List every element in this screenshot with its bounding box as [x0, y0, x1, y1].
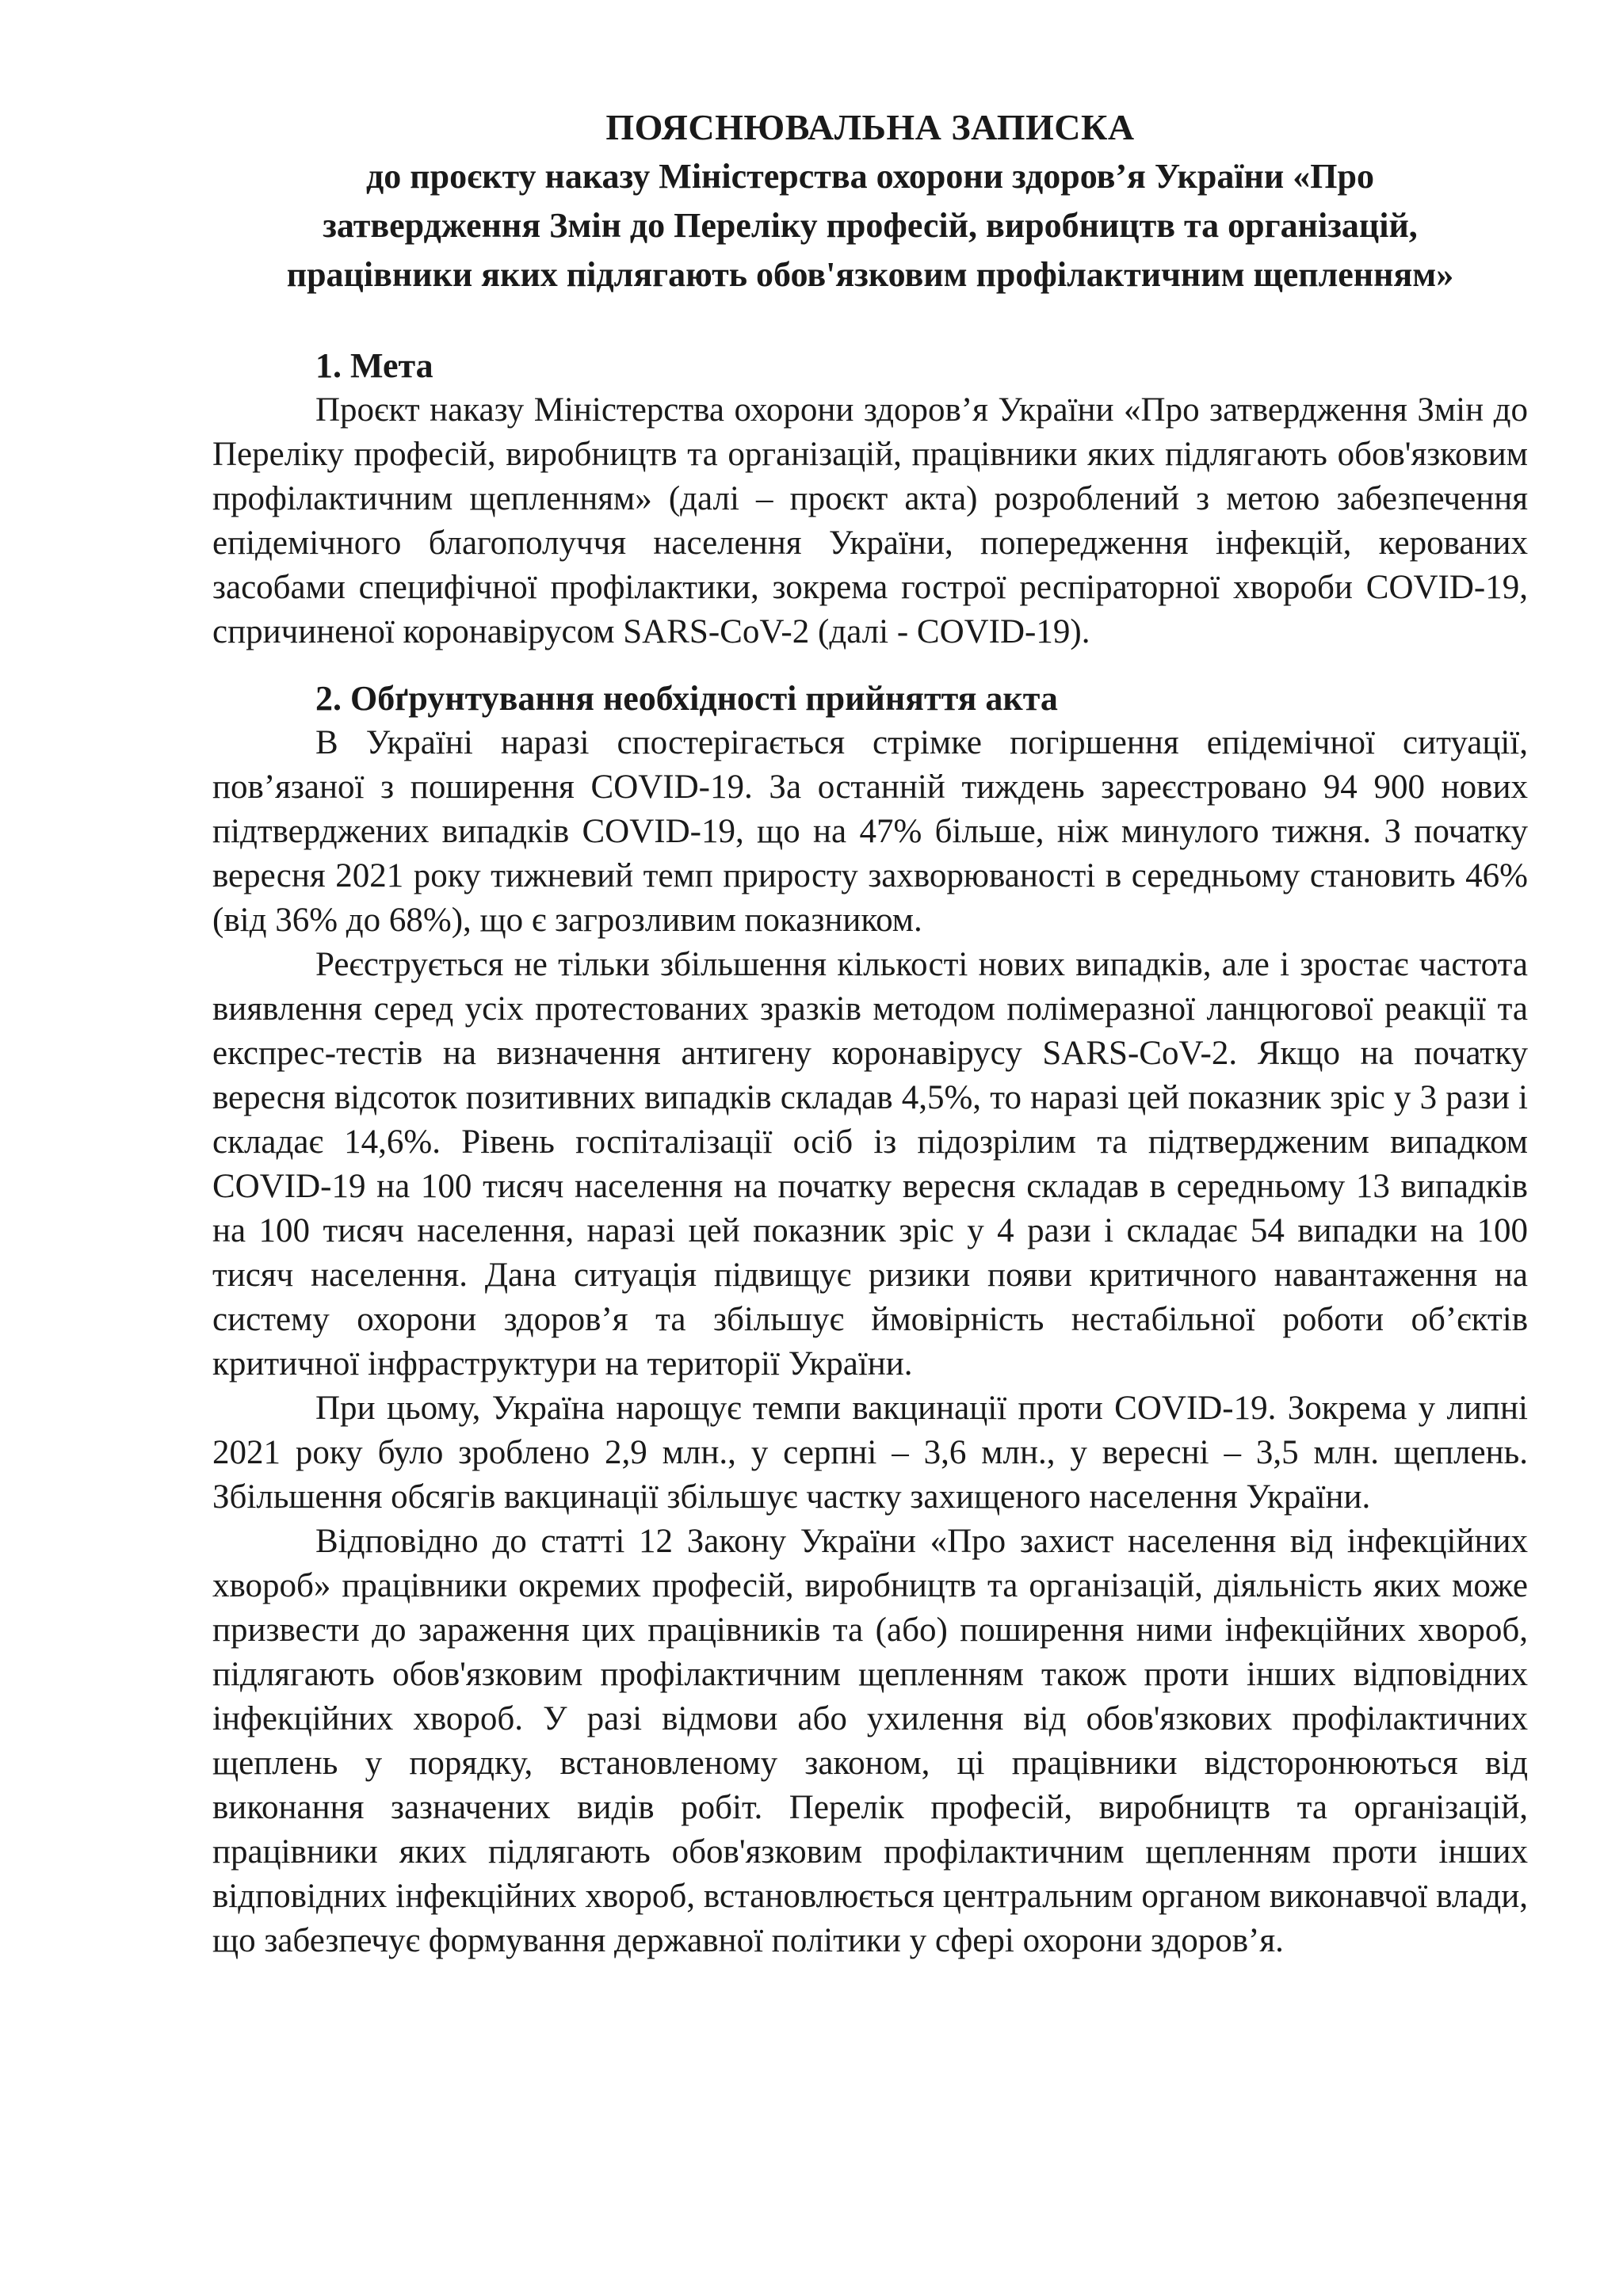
section-heading: 2. Обґрунтування необхідності прийняття акта [315, 679, 1058, 718]
section-justification [212, 677, 1528, 1963]
section-purpose [212, 344, 1528, 654]
paragraph: Реєструється не тільки збільшення кількості нових випадків, але і зростає частота виявлення серед усіх протестованих зразків методом полімеразної ланцюгової реакції та експрес-тестів на визначення антигену коронавірусу SARS-CoV-2. Якщо на початку вересня відсоток позитивних випадків складав 4,5%, то наразі цей показник зріс у 3 рази і складає 14,6%. Рівень госпіталізації осіб із підозрілим та підтвердженим випадком COVID-19 на 100 тисяч населення на початку вересня складав в середньому 13 випадків на 100 тисяч населення, наразі цей показник зріс у 4 рази і складає 54 випадки на 100 тисяч населення. Дана ситуація підвищує ризики появи критичного навантаження на систему охорони здоров’я та збільшує ймовірність нестабільної роботи об’єктів критичної інфраструктури на території України. [212, 946, 1528, 1383]
paragraph: При цьому, Україна нарощує темпи вакцинації проти COVID-19. Зокрема у липні 2021 року було зроблено 2,9 млн., у серпні – 3,6 млн., у вересні – 3,5 млн. щеплень. Збільшення обсягів вакцинації збільшує частку захищеного населення України. [212, 1390, 1528, 1516]
section-spacer [212, 654, 1528, 677]
document-subtitle-line: затвердження Змін до Переліку професій, виробництв та організацій, [323, 206, 1418, 245]
document-title-block [212, 103, 1528, 299]
paragraph: В Україні наразі спостерігається стрімке погіршення епідемічної ситуації, пов’язаної з поширення COVID-19. За останній тиждень зареєстровано 94 900 нових підтверджених випадків COVID-19, що на 47% більше, ніж минулого тижня. З початку вересня 2021 року тижневий темп приросту захворюваності в середньому становить 46% (від 36% до 68%), що є загрозливим показником. [212, 724, 1528, 939]
section-heading: 1. Мета [315, 346, 433, 385]
document-title: ПОЯСНЮВАЛЬНА ЗАПИСКА [605, 107, 1135, 147]
document-page [212, 103, 1528, 1963]
paragraph: Проєкт наказу Міністерства охорони здоров’я України «Про затвердження Змін до Переліку професій, виробництв та організацій, працівники яких підлягають обов'язковим профілактичним щепленням» (далі – проєкт акта) розроблений з метою забезпечення епідемічного благополуччя населення України, попередження інфекцій, керованих засобами специфічної профілактики, зокрема гострої респіраторної хвороби COVID-19, спричиненої коронавірусом SARS-CoV-2 (далі - COVID-19). [212, 391, 1528, 650]
paragraph: Відповідно до статті 12 Закону України «Про захист населення від інфекційних хвороб» працівники окремих професій, виробництв та організацій, діяльність яких може призвести до зараження цих працівників та (або) поширення ними інфекційних хвороб, підлягають обов'язковим профілактичним щепленням також проти інших відповідних інфекційних хвороб. У разі відмови або ухилення від обов'язкових профілактичних щеплень у порядку, встановленому законом, ці працівники відсторонюються від виконання зазначених видів робіт. Перелік професій, виробництв та організацій, працівники яких підлягають обов'язковим профілактичним щепленням проти інших відповідних інфекційних хвороб, встановлюється центральним органом виконавчої влади, що забезпечує формування державної політики у сфері охорони здоров’я. [212, 1523, 1528, 1959]
document-subtitle-line: до проєкту наказу Міністерства охорони здоров’я України «Про [366, 157, 1374, 196]
document-subtitle-line: працівники яких підлягають обов'язковим профілактичним щепленням» [286, 255, 1454, 294]
